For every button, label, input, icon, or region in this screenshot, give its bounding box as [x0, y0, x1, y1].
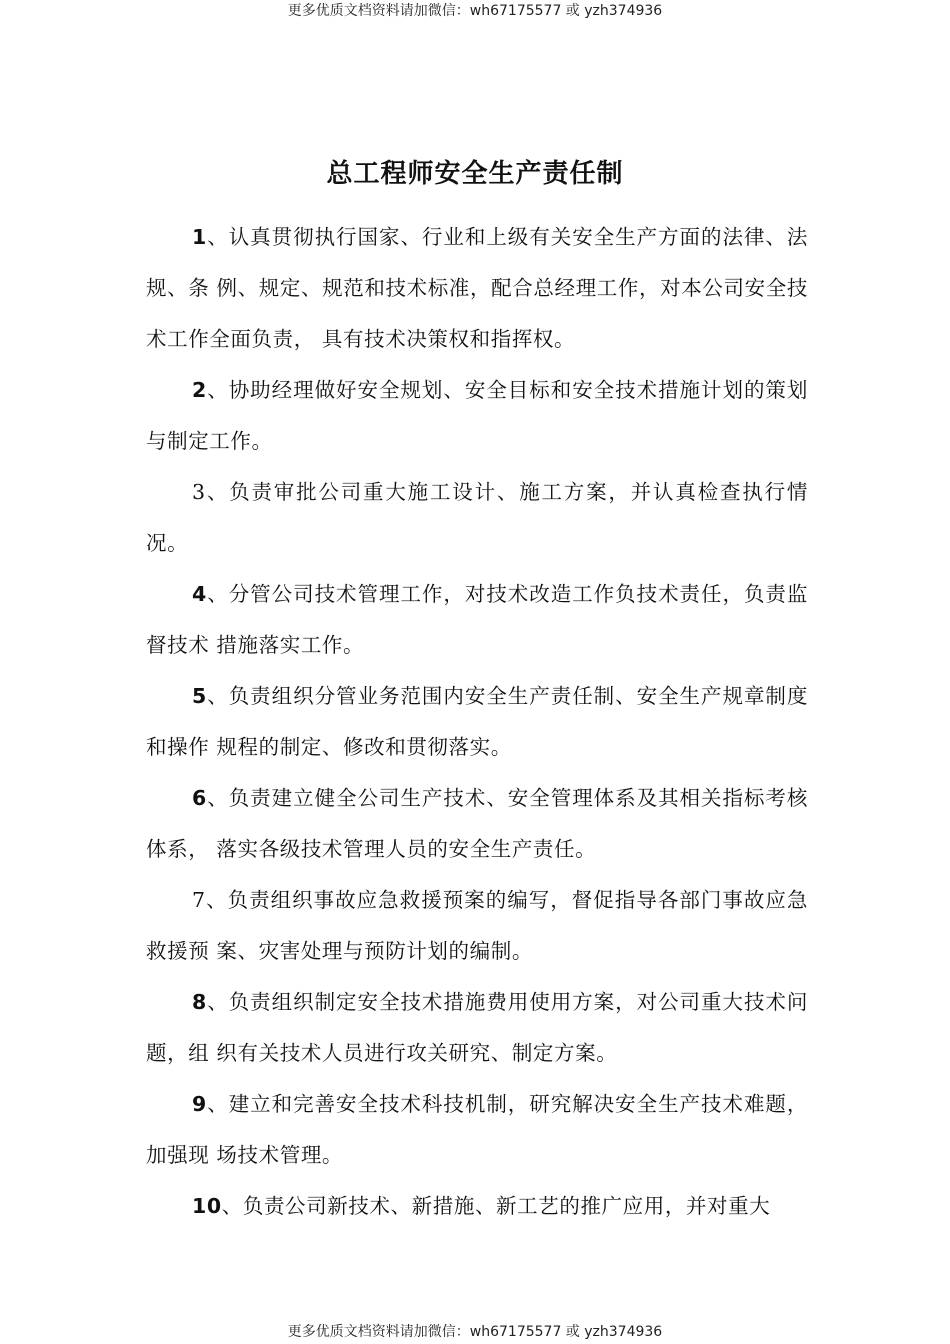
- clause-7: [146, 875, 808, 977]
- clause-3: [146, 467, 808, 569]
- clause-separator: 、: [206, 684, 229, 708]
- clause-separator: 、: [206, 378, 229, 402]
- clause-10: [146, 1181, 808, 1232]
- clause-8: [146, 977, 808, 1079]
- clause-list: [146, 212, 808, 1232]
- clause-number: 7: [192, 888, 206, 912]
- clause-text: 负责组织事故应急救援预案的编写，督促指导各部门事故应急救援预 案、灾害处理与预防计划的编制。: [146, 888, 808, 963]
- clause-separator: 、: [206, 582, 229, 606]
- header-watermark: 更多优质文档资料请加微信：wh67175577 或 yzh374936: [287, 3, 663, 19]
- clause-text: 负责审批公司重大施工设计、施工方案，并认真检查执行情况。: [146, 480, 808, 555]
- clause-text: 建立和完善安全技术科技机制，研究解决安全生产技术难题，加强现 场技术管理。: [146, 1092, 808, 1167]
- clause-text: 负责组织分管业务范围内安全生产责任制、安全生产规章制度和操作 规程的制定、修改和贯彻落实。: [146, 684, 808, 759]
- clause-text: 分管公司技术管理工作，对技术改造工作负技术责任，负责监督技术 措施落实工作。: [146, 582, 808, 657]
- clause-number: 10: [192, 1194, 222, 1218]
- clause-number: 1: [192, 225, 207, 249]
- clause-text: 负责组织制定安全技术措施费用使用方案，对公司重大技术问题，组 织有关技术人员进行攻关研究、制定方案。: [146, 990, 808, 1065]
- clause-separator: 、: [206, 786, 229, 810]
- clause-5: [146, 671, 808, 773]
- clause-9: [146, 1079, 808, 1181]
- clause-4: [146, 569, 808, 671]
- clause-text: 协助经理做好安全规划、安全目标和安全技术措施计划的策划与制定工作。: [146, 378, 808, 453]
- clause-6: [146, 773, 808, 875]
- clause-number: 2: [192, 378, 207, 402]
- clause-number: 5: [192, 684, 207, 708]
- clause-number: 4: [192, 582, 207, 606]
- clause-number: 3: [192, 480, 206, 504]
- clause-separator: 、: [206, 990, 229, 1014]
- clause-2: [146, 365, 808, 467]
- clause-text: 负责公司新技术、新措施、新工艺的推广应用，并对重大: [242, 1194, 771, 1218]
- clause-separator: 、: [221, 1194, 243, 1218]
- document-title: 总工程师安全生产责任制: [326, 159, 624, 189]
- clause-1: [146, 212, 808, 365]
- clause-number: 6: [192, 786, 207, 810]
- clause-text: 认真贯彻执行国家、行业和上级有关安全生产方面的法律、法规、条 例、规定、规范和技术标准，配合总经理工作，对本公司安全技术工作全面负责， 具有技术决策权和指挥权。: [146, 225, 808, 351]
- clause-number: 8: [192, 990, 207, 1014]
- clause-separator: 、: [205, 480, 230, 504]
- clause-text: 负责建立健全公司生产技术、安全管理体系及其相关指标考核体系， 落实各级技术管理人员的安全生产责任。: [146, 786, 808, 861]
- clause-number: 9: [192, 1092, 207, 1116]
- footer-watermark: 更多优质文档资料请加微信：wh67175577 或 yzh374936: [287, 1324, 663, 1340]
- clause-separator: 、: [206, 225, 229, 249]
- clause-separator: 、: [205, 888, 228, 912]
- clause-separator: 、: [206, 1092, 229, 1116]
